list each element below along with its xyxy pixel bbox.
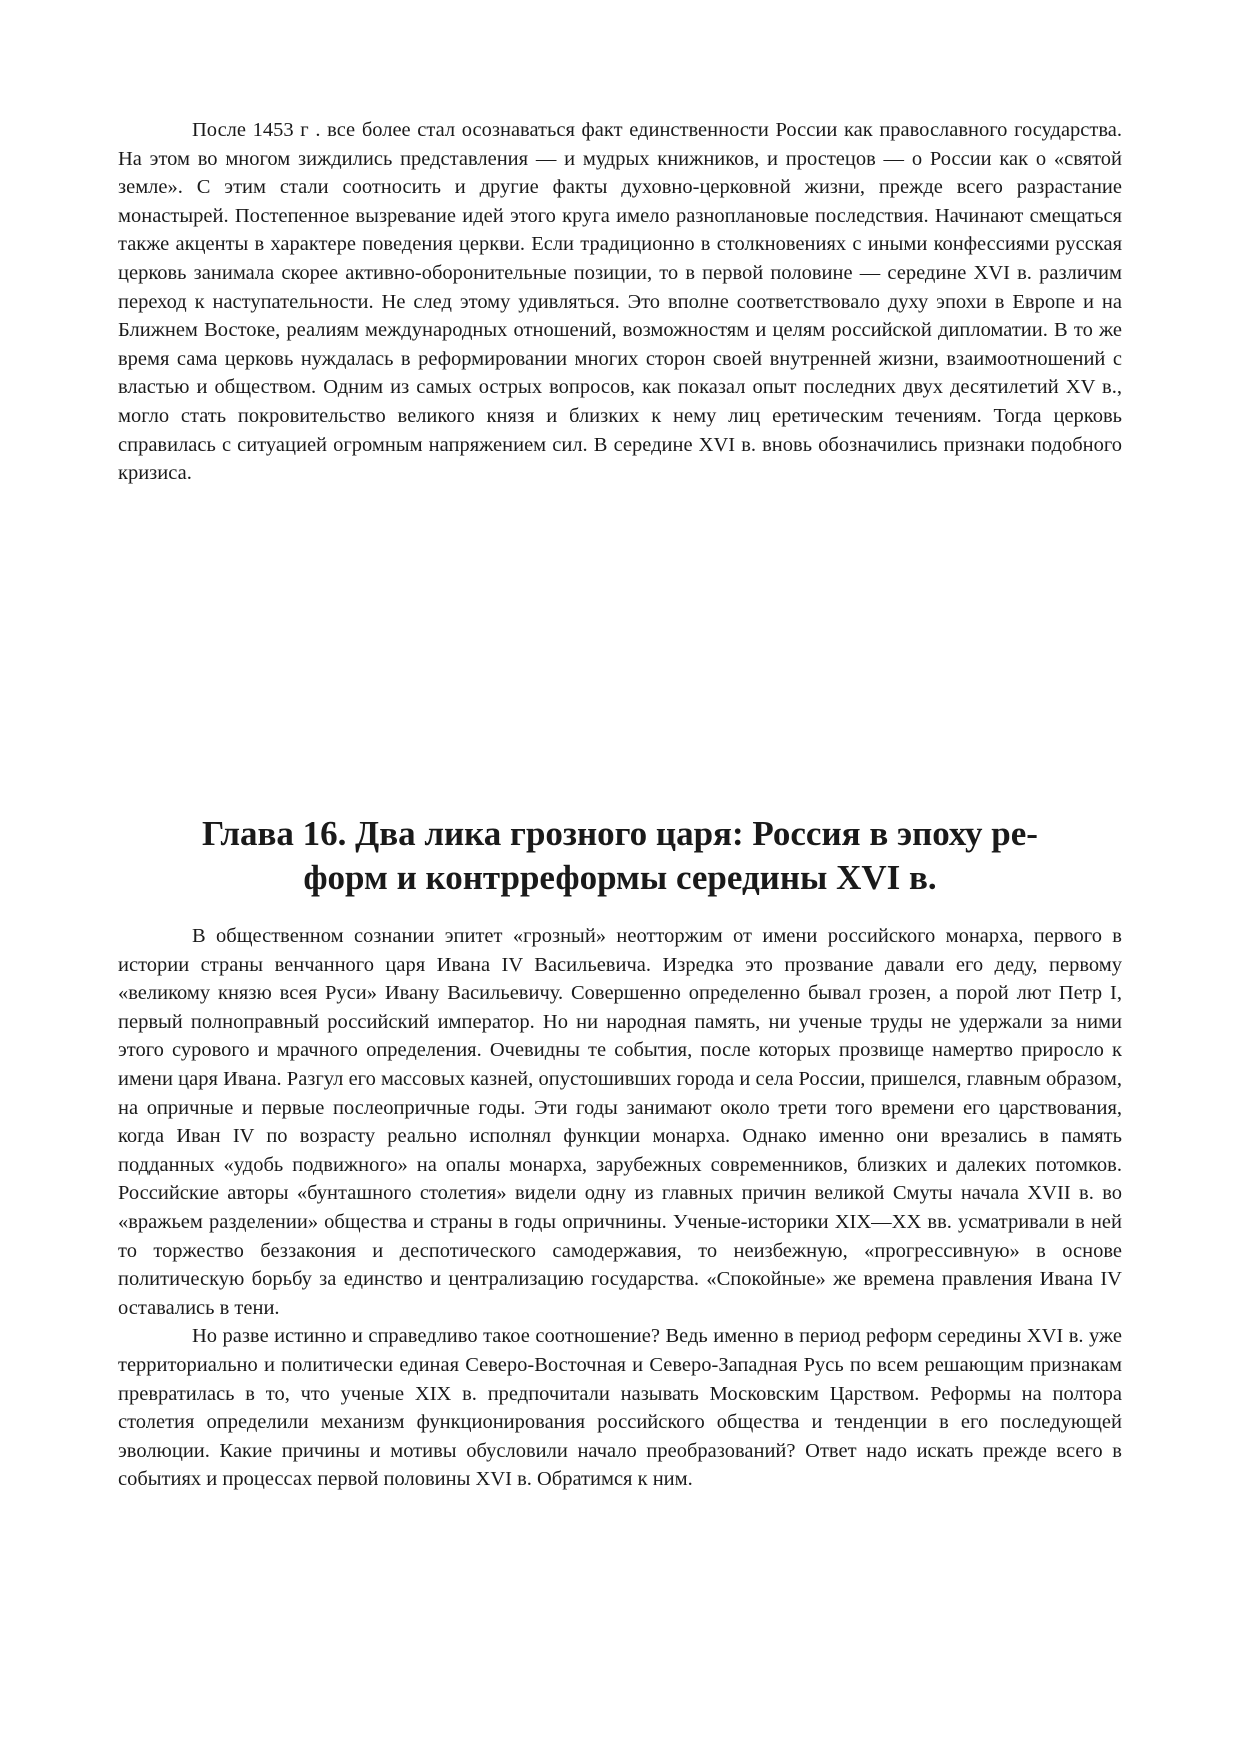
intro-paragraph: После 1453 г . все более стал осознаваться факт единственности России как православного государства. На этом во многом зиждились представления — и мудрых книжников, и простецов — о России как о «святой земле». С этим стали соотносить и другие факты духовно-церковной жизни, прежде всего разрастание монастырей. Постепенное вызревание идей этого круга имело разноплановые последствия. Начинают смещаться также акценты в характере поведения церкви. Если традиционно в столкновениях с иными конфессиями русская церковь занимала скорее активно-оборонительные позиции, то в первой половине — середине XVI в. различим переход к наступательности. Не след этому удивляться. Это вполне соответствовало духу эпохи в Европе и на Ближнем Востоке, реалиям международных отношений, возможностям и целям российской дипломатии. В то же время сама церковь нуждалась в реформировании многих сторон своей внутренней жизни, взаимоотношений с властью и обществом. Одним из самых острых вопросов, как показал опыт последних двух десятилетий XV в., могло стать покровительство великого князя и близких к нему лиц еретическим течениям. Тогда церковь справилась с ситуацией огромным напряжением сил. В середине XVI в. вновь обозначились признаки подобного кризиса.: [118, 119, 1122, 485]
chapter-heading-line-2: форм и контрреформы середины XVI в.: [303, 858, 937, 897]
chapter-heading-line-1: Глава 16. Два лика грозного царя: Россия в эпоху ре-: [202, 814, 1038, 853]
body-paragraph-1: В общественном сознании эпитет «грозный» неотторжим от имени российского монарха, первого в истории страны венчанного царя Ивана IV Васильевича. Изредка это прозвание давали его деду, первому «великому князю всея Руси» Ивану Васильевичу. Совершенно определенно бывал грозен, а порой лют Петр I, первый полноправный российский император. Но ни народная память, ни ученые труды не удержали за ними этого сурового и мрачного определения. Очевидны те события, после которых прозвище намертво приросло к имени царя Ивана. Разгул его массовых казней, опустошивших города и села России, пришелся, главным образом, на опричные и первые послеопричные годы. Эти годы занимают около трети того времени его царствования, когда Иван IV по возрасту реально исполнял функции монарха. Однако именно они врезались в память подданных «удобь подвижного» на опалы монарха, зарубежных современников, близких и далеких потомков. Российские авторы «бунташного столетия» видели одну из главных причин великой Смуты начала XVII в. во «вражьем разделении» общества и страны в годы опричнины. Ученые-историки XIX—XX вв. усматривали в ней то торжество беззакония и деспотического самодержавия, то неизбежную, «прогрессивную» в основе политическую борьбу за единство и централизацию государства. «Спокойные» же времена правления Ивана IV оставались в тени.: [118, 925, 1122, 1319]
chapter-body: [118, 922, 1122, 1494]
chapter-heading: [118, 812, 1122, 900]
body-paragraph-2: Но разве истинно и справедливо такое соотношение? Ведь именно в период реформ середины XVI в. уже территориально и политически единая Северо-Восточная и Северо-Западная Русь по всем решающим признакам превратилась в то, что ученые XIX в. предпочитали называть Московским Царством. Реформы на полтора столетия определили механизм функционирования российского общества и тенденции в его последующей эволюции. Какие причины и мотивы обусловили начало преобразований? Ответ надо искать прежде всего в событиях и процессах первой половины XVI в. Обратимся к ним.: [118, 1325, 1122, 1491]
intro-section: [118, 116, 1122, 488]
